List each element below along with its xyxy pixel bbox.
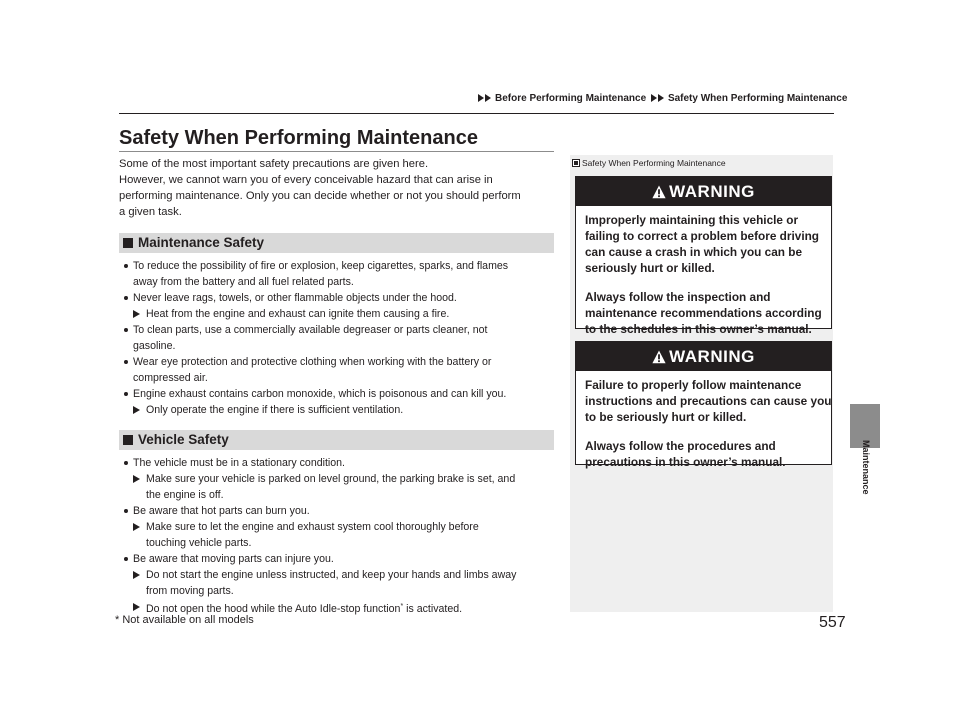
sub-item: Heat from the engine and exhaust can ignite them causing a fire.	[119, 306, 559, 322]
warning-line: can cause a crash in which you can be	[585, 245, 803, 259]
intro-paragraph	[119, 156, 559, 220]
breadcrumb-arrow-icon	[485, 94, 491, 102]
title-rule	[119, 151, 554, 152]
list-item-continuation: gasoline.	[133, 340, 176, 352]
chapter-tab-label: Maintenance	[861, 440, 871, 495]
warning-triangle-icon	[652, 350, 666, 364]
warning-header	[576, 177, 831, 206]
sidebar-reference	[572, 158, 726, 168]
warning-line: to be seriously hurt or killed.	[585, 410, 747, 424]
warning-line: maintenance recommendations according	[585, 306, 822, 320]
warning-body	[576, 371, 831, 470]
intro-line: performing maintenance. Only you can decide whether or not you should perform	[119, 190, 521, 202]
breadcrumb-arrow-icon	[478, 94, 484, 102]
warning-line: failing to correct a problem before driving	[585, 229, 820, 243]
warning-header-text: WARNING	[669, 182, 755, 201]
warning-body	[576, 206, 831, 337]
warning-line: seriously hurt or killed.	[585, 261, 715, 275]
list-item-continuation: compressed air.	[133, 372, 208, 384]
warning-box	[575, 176, 832, 336]
reference-icon	[572, 159, 580, 167]
sub-item-continuation: touching vehicle parts.	[146, 537, 252, 549]
sub-item: Do not start the engine unless instructed, and keep your hands and limbs away	[119, 567, 559, 583]
list-item: Be aware that moving parts can injure you.	[119, 551, 559, 567]
list-item: Wear eye protection and protective clothing when working with the battery or	[119, 354, 559, 370]
list-item: Engine exhaust contains carbon monoxide, which is poisonous and can kill you.	[119, 386, 559, 402]
sub-item-continuation: from moving parts.	[146, 585, 234, 597]
section-heading-vehicle-safety	[119, 430, 554, 450]
sub-item-continuation: the engine is off.	[146, 489, 224, 501]
page-number: 557	[819, 614, 846, 631]
sub-arrow-icon	[133, 475, 140, 483]
list-item: Never leave rags, towels, or other flammable objects under the hood.	[119, 290, 559, 306]
vehicle-safety-list	[119, 455, 559, 615]
warning-line: precautions in this owner’s manual.	[585, 455, 786, 469]
sub-item: Only operate the engine if there is sufficient ventilation.	[119, 402, 559, 418]
sidebar-reference-text[interactable]: Safety When Performing Maintenance	[582, 158, 726, 168]
list-item: Be aware that hot parts can burn you.	[119, 503, 559, 519]
maintenance-safety-list	[119, 258, 559, 418]
breadcrumb-item[interactable]: Before Performing Maintenance	[495, 93, 647, 104]
sub-item: Make sure to let the engine and exhaust system cool thoroughly before	[119, 519, 559, 535]
warning-line: Always follow the inspection and	[585, 290, 771, 304]
warning-line: Failure to properly follow maintenance	[585, 378, 802, 392]
sub-arrow-icon	[133, 406, 140, 414]
sub-arrow-icon	[133, 310, 140, 318]
intro-line: a given task.	[119, 206, 182, 218]
section-heading-text: Vehicle Safety	[138, 432, 229, 447]
section-square-icon	[123, 435, 133, 445]
page-title: Safety When Performing Maintenance	[119, 127, 478, 149]
list-item: To clean parts, use a commercially available degreaser or parts cleaner, not	[119, 322, 559, 338]
sub-item: Do not open the hood while the Auto Idle-stop function* is activated.	[119, 599, 559, 615]
section-heading-maintenance-safety	[119, 233, 554, 253]
warning-line: instructions and precautions can cause you	[585, 394, 832, 408]
chapter-tab-label-wrap	[840, 440, 890, 500]
sub-arrow-icon	[133, 571, 140, 579]
breadcrumb-item[interactable]: Safety When Performing Maintenance	[667, 93, 848, 104]
breadcrumb-arrow-icon	[651, 94, 657, 102]
footnote-marker[interactable]: *	[400, 603, 404, 610]
breadcrumb-arrow-icon	[658, 94, 664, 102]
warning-header-text: WARNING	[669, 347, 755, 366]
footnote: * Not available on all models	[115, 614, 254, 626]
intro-line: Some of the most important safety precautions are given here.	[119, 158, 429, 170]
warning-line: to the schedules in this owner’s manual.	[585, 322, 812, 336]
sub-arrow-icon	[133, 603, 140, 611]
warning-header	[576, 342, 831, 371]
warning-triangle-icon	[652, 185, 666, 199]
warning-line: Improperly maintaining this vehicle or	[585, 213, 799, 227]
warning-line: Always follow the procedures and	[585, 439, 776, 453]
section-heading-text: Maintenance Safety	[138, 235, 265, 250]
list-item-continuation: away from the battery and all fuel related parts.	[133, 276, 354, 288]
section-square-icon	[123, 238, 133, 248]
breadcrumb	[478, 93, 848, 104]
warning-box	[575, 341, 832, 469]
sub-item: Make sure your vehicle is parked on level ground, the parking brake is set, and	[119, 471, 559, 487]
header-rule	[119, 113, 834, 114]
sub-arrow-icon	[133, 523, 140, 531]
intro-line: However, we cannot warn you of every conceivable hazard that can arise in	[119, 174, 493, 186]
list-item: The vehicle must be in a stationary condition.	[119, 455, 559, 471]
list-item: To reduce the possibility of fire or explosion, keep cigarettes, sparks, and flames	[119, 258, 559, 274]
